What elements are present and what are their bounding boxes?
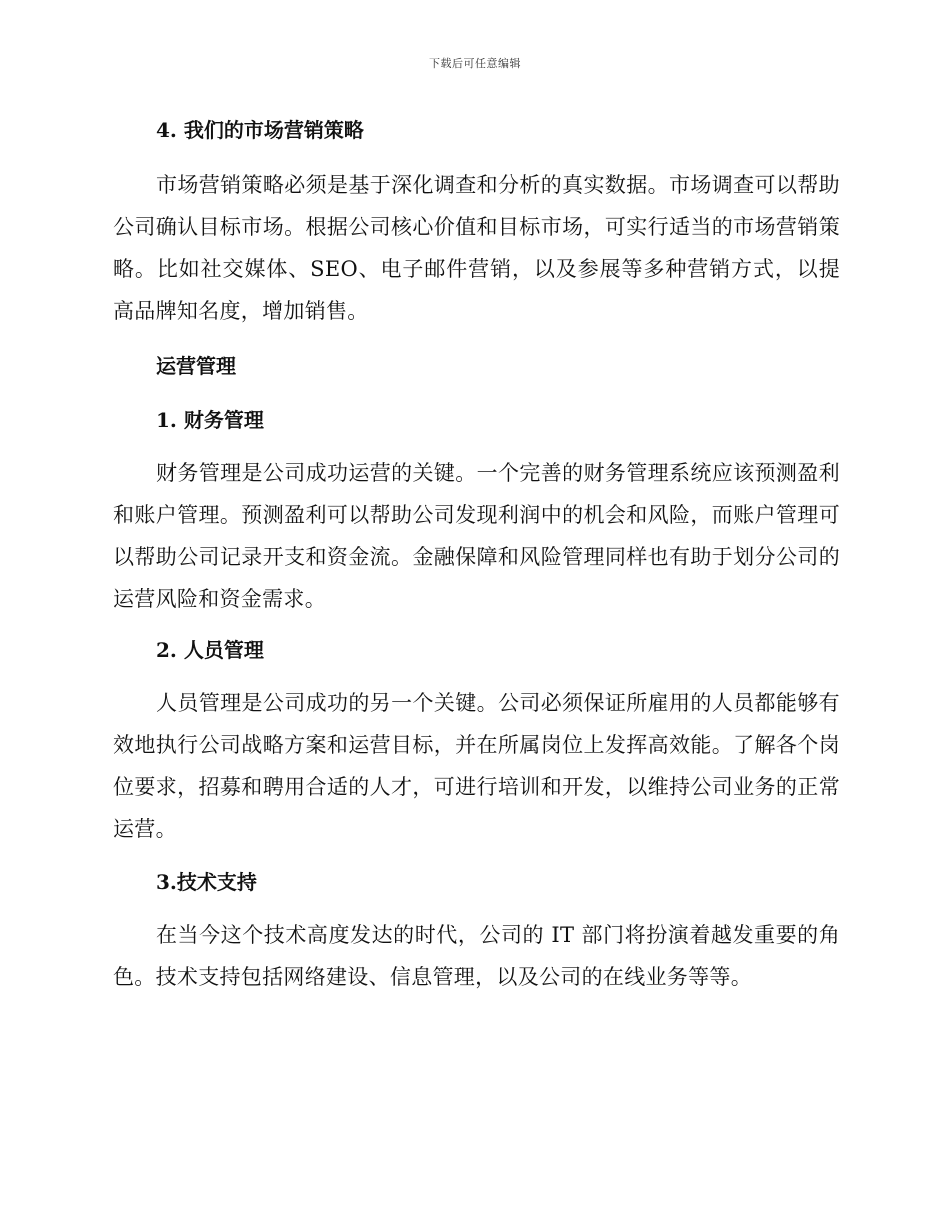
section-heading-operations-management: 运营管理 bbox=[156, 354, 236, 378]
section-heading-personnel-management: 2. 人员管理 bbox=[156, 638, 264, 662]
paragraph-personnel-management: 人员管理是公司成功的另一个关键。公司必须保证所雇用的人员都能够有效地执行公司战略方案和运营目标，并在所属岗位上发挥高效能。了解各个岗位要求，招募和聘用合适的人才，可进行培训和开发，以维持公司业务的正常运营。 bbox=[113, 691, 840, 841]
page-header: 下载后可任意编辑 bbox=[429, 57, 521, 70]
paragraph-technical-support: 在当今这个技术高度发达的时代，公司的 IT 部门将扮演着越发重要的角色。技术支持包括网络建设、信息管理，以及公司的在线业务等等。 bbox=[113, 923, 840, 989]
section-heading-financial-management: 1. 财务管理 bbox=[156, 408, 264, 432]
document-body bbox=[113, 112, 840, 998]
paragraph-marketing-strategy: 市场营销策略必须是基于深化调查和分析的真实数据。市场调查可以帮助公司确认目标市场。根据公司核心价值和目标市场，可实行适当的市场营销策略。比如社交媒体、SEO、电子邮件营销，以及参展等多种营销方式，以提高品牌知名度，增加销售。 bbox=[113, 173, 840, 323]
section-heading-marketing-strategy: 4. 我们的市场营销策略 bbox=[156, 118, 364, 142]
section-heading-technical-support: 3.技术支持 bbox=[156, 870, 257, 894]
paragraph-financial-management: 财务管理是公司成功运营的关键。一个完善的财务管理系统应该预测盈利和账户管理。预测盈利可以帮助公司发现利润中的机会和风险，而账户管理可以帮助公司记录开支和资金流。金融保障和风险管理同样也有助于划分公司的运营风险和资金需求。 bbox=[113, 461, 840, 611]
